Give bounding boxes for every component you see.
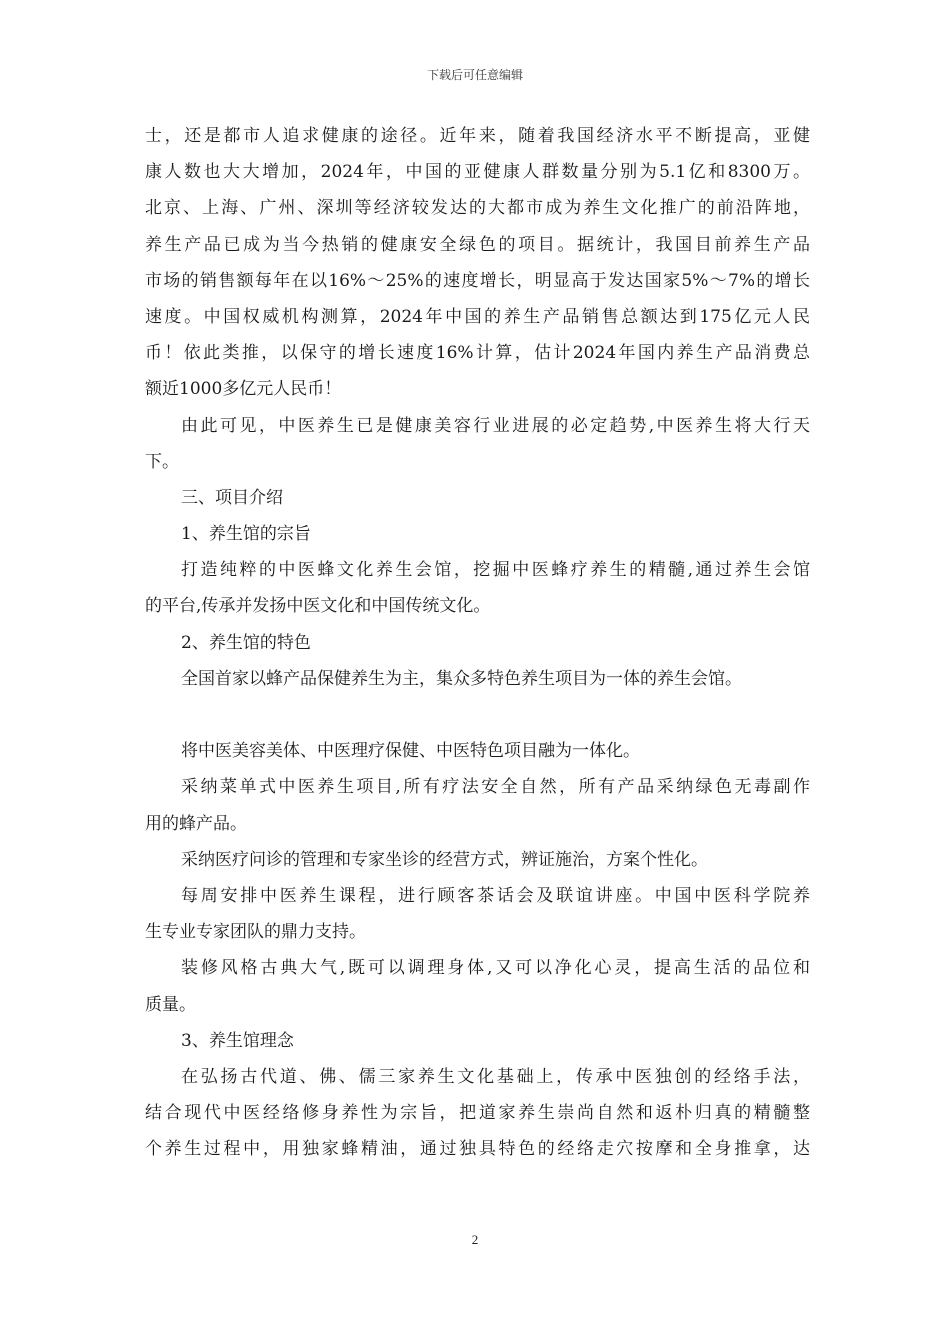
paragraph-line: 下。 [145,451,179,472]
paragraph-line: 将中医美容美体、中医理疗保健、中医特色项目融为一体化。 [181,741,640,762]
page-header-note: 下载后可任意编辑 [426,68,523,82]
paragraph-line: 结合现代中医经络修身养性为宗旨，把道家养生崇尚自然和返朴归真的精髓整 [145,1103,810,1124]
paragraph-line: 生专业专家团队的鼎力支持。 [145,922,366,943]
paragraph-line: 北京、上海、广州、深圳等经济较发达的大都市成为养生文化推广的前沿阵地， [145,198,810,219]
subsection-heading: 3、养生馆理念 [181,1030,294,1051]
paragraph-line: 士，还是都市人追求健康的途径。近年来，随着我国经济水平不断提高，亚健 [145,126,810,146]
paragraph-line: 币！依此类推，以保守的增长速度16%计算，估计2024年国内养生产品消费总 [145,343,810,364]
paragraph-line: 装修风格古典大气,既可以调理身体,又可以净化心灵，提高生活的品位和 [181,958,810,979]
paragraph-line: 每周安排中医养生课程，进行顾客茶话会及联谊讲座。中国中医科学院养 [181,885,810,906]
paragraph-line: 康人数也大大增加，2024年，中国的亚健康人群数量分别为5.1亿和8300万。 [145,162,810,183]
subsection-heading: 1、养生馆的宗旨 [181,524,311,545]
paragraph-line: 质量。 [145,994,196,1015]
paragraph-line: 在弘扬古代道、佛、儒三家养生文化基础上，传承中医独创的经络手法， [181,1066,810,1087]
blank-line [145,697,810,733]
paragraph-line: 额近1000多亿元人民币！ [145,379,342,400]
subsection-heading: 2、养生馆的特色 [181,632,311,653]
paragraph-line: 养生产品已成为当今热销的健康安全绿色的项目。据统计，我国目前养生产品 [145,234,810,255]
paragraph-line: 打造纯粹的中医蜂文化养生会馆，挖掘中医蜂疗养生的精髓,通过养生会馆 [181,560,810,581]
paragraph-line: 的平台,传承并发扬中医文化和中国传统文化。 [145,596,491,617]
paragraph-line: 市场的销售额每年在以16%～25%的速度增长，明显高于发达国家5%～7%的增长 [145,270,810,291]
paragraph-line: 全国首家以蜂产品保健养生为主，集众多特色养生项目为一体的养生会馆。 [181,668,742,689]
paragraph-line: 采纳菜单式中医养生项目,所有疗法安全自然，所有产品采纳绿色无毒副作 [181,777,810,798]
paragraph-line: 由此可见，中医养生已是健康美容行业进展的必定趋势,中医养生将大行天 [181,415,810,436]
paragraph-line: 用的蜂产品。 [145,813,247,834]
paragraph-line: 速度。中国权威机构测算，2024年中国的养生产品销售总额达到175亿元人民 [145,306,810,327]
paragraph-line: 个养生过程中，用独家蜂精油，通过独具特色的经络走穴按摩和全身推拿，达 [145,1139,810,1160]
paragraph-line: 采纳医疗问诊的管理和专家坐诊的经营方式，辨证施治，方案个性化。 [181,849,708,870]
section-heading: 三、项目介绍 [181,487,283,508]
document-body [145,118,810,1167]
page-number: 2 [471,1232,479,1247]
